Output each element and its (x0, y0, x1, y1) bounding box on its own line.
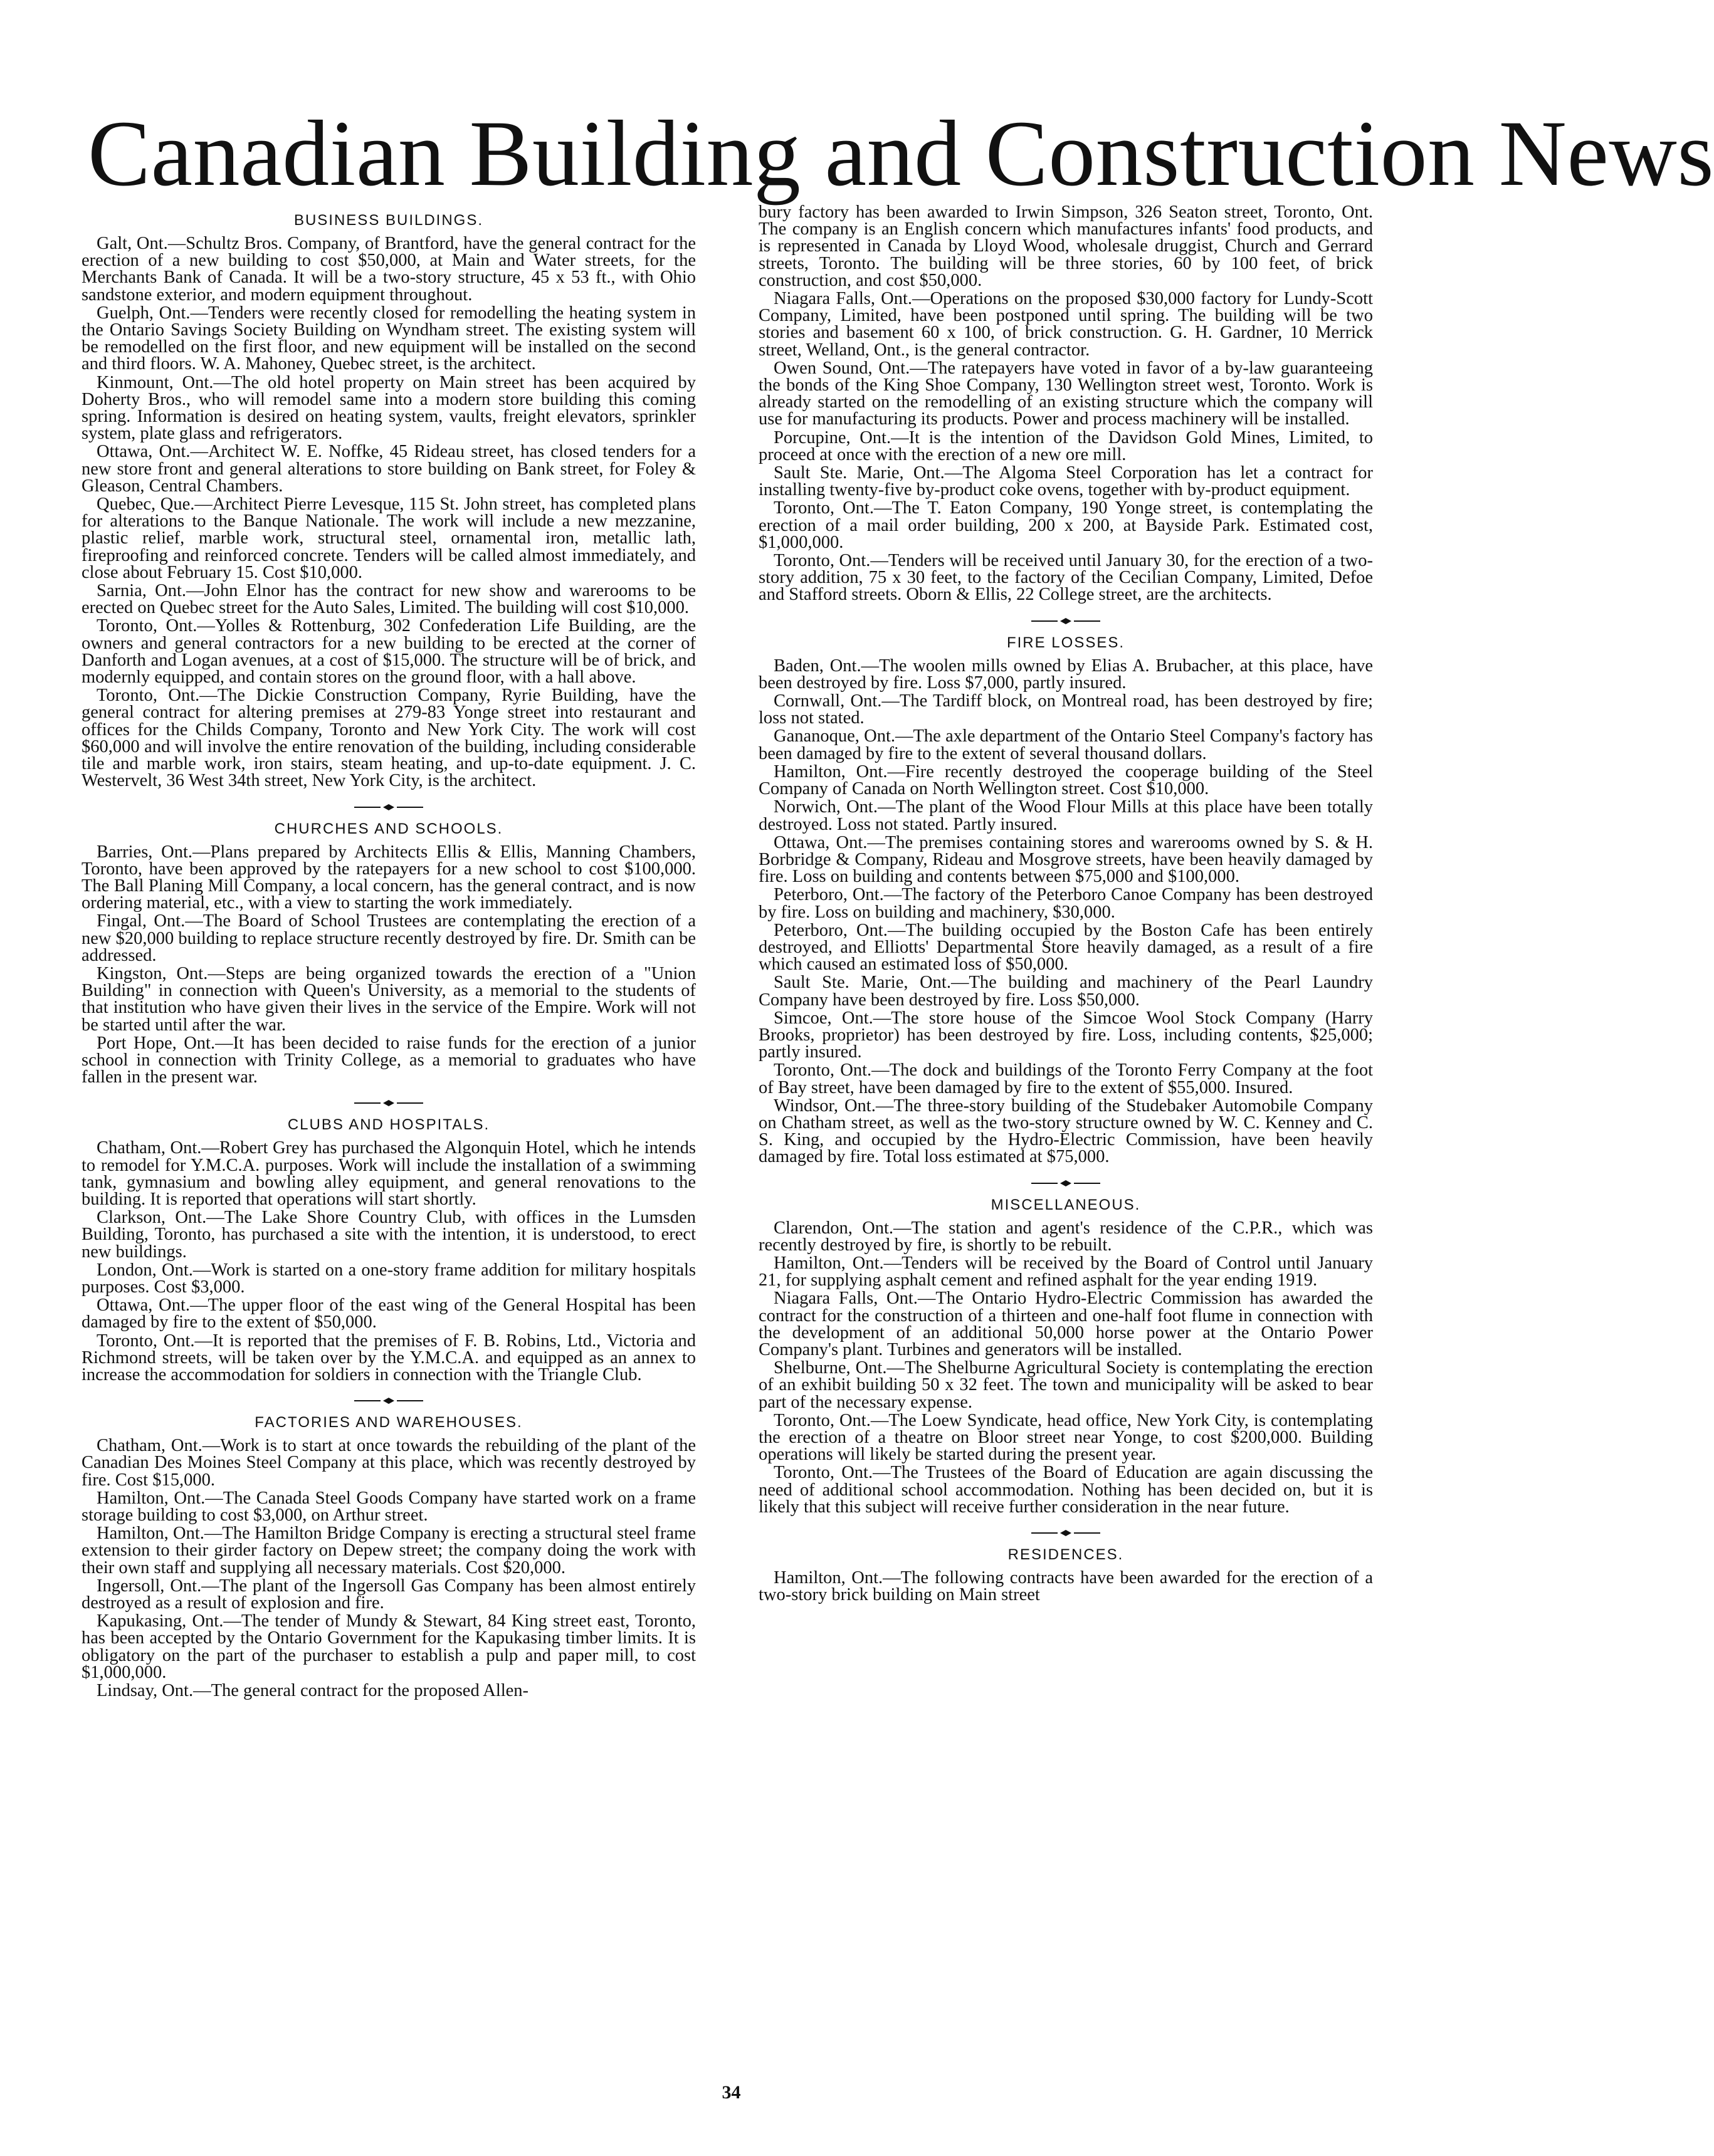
news-item: Fingal, Ont.—The Board of School Trustees are contemplating the erection of a new $20,000 building to replace structure recently destroyed by fire. Dr. Smith can be addressed. (81, 911, 696, 965)
news-item: Chatham, Ont.—Robert Grey has purchased the Algonquin Hotel, which he intends to remodel for Y.M.C.A. purposes. Work will include the installation of a swimming tank, gymnasium and bowling alley equipment, and general renovations to the building. It is reported that operations will start shortly. (81, 1138, 696, 1209)
news-item: Cornwall, Ont.—The Tardiff block, on Montreal road, has been destroyed by fire; loss not stated. (759, 691, 1373, 728)
news-item: Barries, Ont.—Plans prepared by Architects Ellis & Ellis, Manning Chambers, Toronto, have been approved by the ratepayers for a new school to cost $100,000. The Ball Planing Mill Company, a local concern, has the general contract, and is now ordering material, etc., with a view to starting the work immediately. (81, 842, 696, 913)
news-item: Kingston, Ont.—Steps are being organized towards the erection of a "Union Building" in connection with Queen's University, as a memorial to the students of that institution who have given their lives in the service of the Empire. Work will not be started until after the war. (81, 963, 696, 1035)
news-item: Ottawa, Ont.—Architect W. E. Noffke, 45 Rideau street, has closed tenders for a new store front and general alterations to store building on Bank street, for Foley & Gleason, Central Chambers. (81, 442, 696, 496)
news-item: Port Hope, Ont.—It has been decided to raise funds for the erection of a junior school in connection with Trinity College, as a memorial to graduates who have fallen in the present war. (81, 1033, 696, 1087)
news-item: Shelburne, Ont.—The Shelburne Agricultural Society is contemplating the erection of an exhibit building 50 x 32 feet. The town and municipality will be asked to bear part of the necessary expense. (759, 1358, 1373, 1412)
news-item: Kinmount, Ont.—The old hotel property on Main street has been acquired by Doherty Bros., who will remodel same into a modern store building this coming spring. Information is desired on heating system, vaults, freight elevators, sprinkler system, plate glass and refrigerators. (81, 372, 696, 444)
masthead-title: Canadian Building and Construction News (88, 102, 1714, 206)
section-heading: RESIDENCES. (1007, 1546, 1124, 1564)
news-item: Peterboro, Ont.—The factory of the Peterboro Canoe Company has been destroyed by fire. Loss on building and machinery, $30,000. (759, 885, 1373, 922)
section-divider (759, 1180, 1373, 1187)
news-item: Clarendon, Ont.—The station and agent's residence of the C.P.R., which was recently destroyed by fire, is shortly to be rebuilt. (759, 1218, 1373, 1255)
section-heading: MISCELLANEOUS. (991, 1196, 1141, 1213)
news-item: Simcoe, Ont.—The store house of the Simcoe Wool Stock Company (Harry Brooks, proprietor) has been destroyed by fire. Loss, including contents, $25,000; partly insured. (759, 1008, 1373, 1062)
news-item: Lindsay, Ont.—The general contract for the proposed Allen- (97, 1681, 529, 1701)
news-item: Toronto, Ont.—The Loew Syndicate, head office, New York City, is contemplating the erection of a theatre on Bloor street near Yonge, to cost $200,000. Building operations will likely be started during the present year. (759, 1410, 1373, 1465)
news-item: Hamilton, Ont.—The Hamilton Bridge Company is erecting a structural steel frame extension to their girder factory on Depew street; the company doing the work with their own staff and supplying all necessary materials. Cost $20,000. (81, 1524, 696, 1578)
news-item: Quebec, Que.—Architect Pierre Levesque, 115 St. John street, has completed plans for alterations to the Banque Nationale. The work will include a new mezzanine, plastic relief, marble work, structural steel, ornamental iron, metallic lath, fireproofing and reinforced concrete. Tenders will be called almost immediately, and close about February 15. Cost $10,000. (81, 495, 696, 582)
news-item: Windsor, Ont.—The three-story building of the Studebaker Automobile Company on Chatham street, as well as the two-story structure owned by W. C. Kenney and C. S. King, and occupied by the Hydro-Electric Commission, have been heavily damaged by fire. Total loss estimated at $75,000. (759, 1096, 1373, 1167)
section-heading: CHURCHES AND SCHOOLS. (274, 820, 503, 837)
news-item: Clarkson, Ont.—The Lake Shore Country Club, with offices in the Lumsden Building, Toronto, has purchased a site with the intention, it is understood, to erect new buildings. (81, 1208, 696, 1262)
news-item: Galt, Ont.—Schultz Bros. Company, of Brantford, have the general contract for the erection of a new building to cost $50,000, at Main and Water streets, for the Merchants Bank of Canada. It will be a two-story structure, 45 x 53 ft., with Ohio sandstone exterior, and modern equipment throughout. (81, 234, 696, 305)
news-item: Ottawa, Ont.—The premises containing stores and warerooms owned by S. & H. Borbridge & Company, Rideau and Mosgrove streets, have been heavily damaged by fire. Loss on building and contents between $75,000 and $100,000. (759, 832, 1373, 887)
section-heading: CLUBS AND HOSPITALS. (287, 1116, 490, 1134)
left-column (81, 204, 696, 1700)
section-heading: FACTORIES AND WAREHOUSES. (255, 1414, 523, 1431)
section-divider (759, 1529, 1373, 1537)
news-item: Toronto, Ont.—It is reported that the premises of F. B. Robins, Ltd., Victoria and Richmond streets, will be taken over by the Y.M.C.A. and equipped as an annex to increase the accommodation for soldiers in connection with the Triangle Club. (81, 1331, 696, 1384)
news-item: bury factory has been awarded to Irwin Simpson, 326 Seaton street, Toronto, Ont. The company is an English concern which manufactures infants' food products, and is represented in Canada by Lloyd Wood, wholesale druggist, Church and Gerrard streets, Toronto. The building will be three stories, 60 by 100 feet, of brick construction, and cost $50,000. (759, 202, 1373, 290)
section-divider (759, 617, 1373, 625)
right-column (759, 204, 1373, 1604)
section-heading: BUSINESS BUILDINGS. (293, 212, 484, 229)
news-item: Toronto, Ont.—Yolles & Rottenburg, 302 Confederation Life Building, are the owners and general contractors for a new building to be erected at the corner of Danforth and Logan avenues, at a cost of $15,000. The structure will be of brick, and modernly equipped, and contain stores on the ground floor, with a hall above. (81, 616, 696, 688)
news-item: Niagara Falls, Ont.—The Ontario Hydro-Electric Commission has awarded the contract for the construction of a thirteen and one-half foot flume in connection with the development of an additional 50,000 horse power at the Ontario Power Company's plant. Turbines and generators will be installed. (759, 1289, 1373, 1359)
news-item: Toronto, Ont.—Tenders will be received until January 30, for the erection of a two-story addition, 75 x 30 feet, to the factory of the Cecilian Company, Limited, Defoe and Stafford streets. Oborn & Ellis, 22 College street, are the architects. (759, 551, 1373, 605)
news-item: Chatham, Ont.—Work is to start at once towards the rebuilding of the plant of the Canadian Des Moines Steel Company at this place, which was recently destroyed by fire. Cost $15,000. (81, 1436, 696, 1490)
news-item: Sault Ste. Marie, Ont.—The Algoma Steel Corporation has let a contract for installing twenty-five by-product coke ovens, together with by-product equipment. (759, 463, 1373, 500)
news-item: Niagara Falls, Ont.—Operations on the proposed $30,000 factory for Lundy-Scott Company, Limited, have been postponed until spring. The building will be two stories and basement 60 x 100, of brick construction. G. H. Gardner, 10 Merrick street, Welland, Ont., is the general contractor. (759, 289, 1373, 360)
news-item: Ingersoll, Ont.—The plant of the Ingersoll Gas Company has been almost entirely destroyed as a result of explosion and fire. (81, 1576, 696, 1613)
news-item: Sault Ste. Marie, Ont.—The building and machinery of the Pearl Laundry Company have been destroyed by fire. Loss $50,000. (759, 973, 1373, 1010)
news-item: Toronto, Ont.—The dock and buildings of the Toronto Ferry Company at the foot of Bay street, have been damaged by fire to the extent of $55,000. Insured. (759, 1060, 1373, 1097)
news-item: Guelph, Ont.—Tenders were recently closed for remodelling the heating system in the Ontario Savings Society Building on Wyndham street. The existing system will be remodelled on the first floor, and new equipment will be installed on the second and third floors. W. A. Mahoney, Quebec street, is the architect. (81, 303, 696, 374)
news-item: Peterboro, Ont.—The building occupied by the Boston Cafe has been entirely destroyed, and Elliotts' Departmental Store heavily damaged, as a result of a fire which caused an estimated loss of $50,000. (759, 920, 1373, 975)
news-item: Sarnia, Ont.—John Elnor has the contract for new show and warerooms to be erected on Quebec street for the Auto Sales, Limited. The building will cost $10,000. (81, 581, 696, 618)
news-item: Toronto, Ont.—The Dickie Construction Company, Ryrie Building, have the general contract for altering premises at 279-83 Yonge street into restaurant and offices for the Childs Company, Toronto and New York City. The work will cost $60,000 and will involve the entire renovation of the building, including considerable tile and marble work, iron stairs, steam heating, and up-to-date equipment. J. C. Westervelt, 36 West 34th street, New York City, is the architect. (81, 686, 696, 791)
news-item: Ottawa, Ont.—The upper floor of the east wing of the General Hospital has been damaged by fire to the extent of $50,000. (81, 1295, 696, 1332)
news-item: Hamilton, Ont.—The Canada Steel Goods Company have started work on a frame storage building to cost $3,000, on Arthur street. (81, 1488, 696, 1525)
news-item: Toronto, Ont.—The Trustees of the Board of Education are again discussing the need of additional school accommodation. Nothing has been decided on, but it is likely that this subject will receive further consideration in the near future. (759, 1463, 1373, 1517)
section-divider (81, 1397, 696, 1405)
news-item: Owen Sound, Ont.—The ratepayers have voted in favor of a by-law guaranteeing the bonds of the King Shoe Company, 130 Wellington street west, Toronto. Work is already started on the remodelling of an existing structure which the company will use for manufacturing its products. Power and process machinery will be installed. (759, 358, 1373, 429)
news-item: Gananoque, Ont.—The axle department of the Ontario Steel Company's factory has been damaged by fire to the extent of several thousand dollars. (759, 726, 1373, 763)
news-item: Hamilton, Ont.—Fire recently destroyed the cooperage building of the Steel Company of Canada on North Wellington street. Cost $10,000. (759, 761, 1373, 799)
section-divider (81, 803, 696, 811)
news-item: Porcupine, Ont.—It is the intention of the Davidson Gold Mines, Limited, to proceed at once with the erection of a new ore mill. (759, 427, 1373, 464)
section-heading: FIRE LOSSES. (1006, 634, 1125, 651)
page-number: 34 (722, 2082, 741, 2103)
section-divider (81, 1099, 696, 1107)
news-item: Toronto, Ont.—The T. Eaton Company, 190 Yonge street, is contemplating the erection of a mail order building, 200 x 200, at Bayside Park. Estimated cost, $1,000,000. (759, 498, 1373, 552)
news-item: Hamilton, Ont.—Tenders will be received by the Board of Control until January 21, for supplying asphalt cement and refined asphalt for the year ending 1919. (759, 1253, 1373, 1290)
news-item: Norwich, Ont.—The plant of the Wood Flour Mills at this place have been totally destroyed. Loss not stated. Partly insured. (759, 797, 1373, 834)
news-item: Kapukasing, Ont.—The tender of Mundy & Stewart, 84 King street east, Toronto, has been accepted by the Ontario Government for the Kapukasing timber limits. It is obligatory on the part of the purchaser to establish a pulp and paper mill, to cost $1,000,000. (81, 1611, 696, 1682)
news-item: London, Ont.—Work is started on a one-story frame addition for military hospitals purposes. Cost $3,000. (81, 1260, 696, 1297)
news-item: Baden, Ont.—The woolen mills owned by Elias A. Brubacher, at this place, have been destroyed by fire. Loss $7,000, partly insured. (759, 656, 1373, 693)
news-item: Hamilton, Ont.—The following contracts have been awarded for the erection of a two-story brick building on Main street (759, 1568, 1373, 1605)
